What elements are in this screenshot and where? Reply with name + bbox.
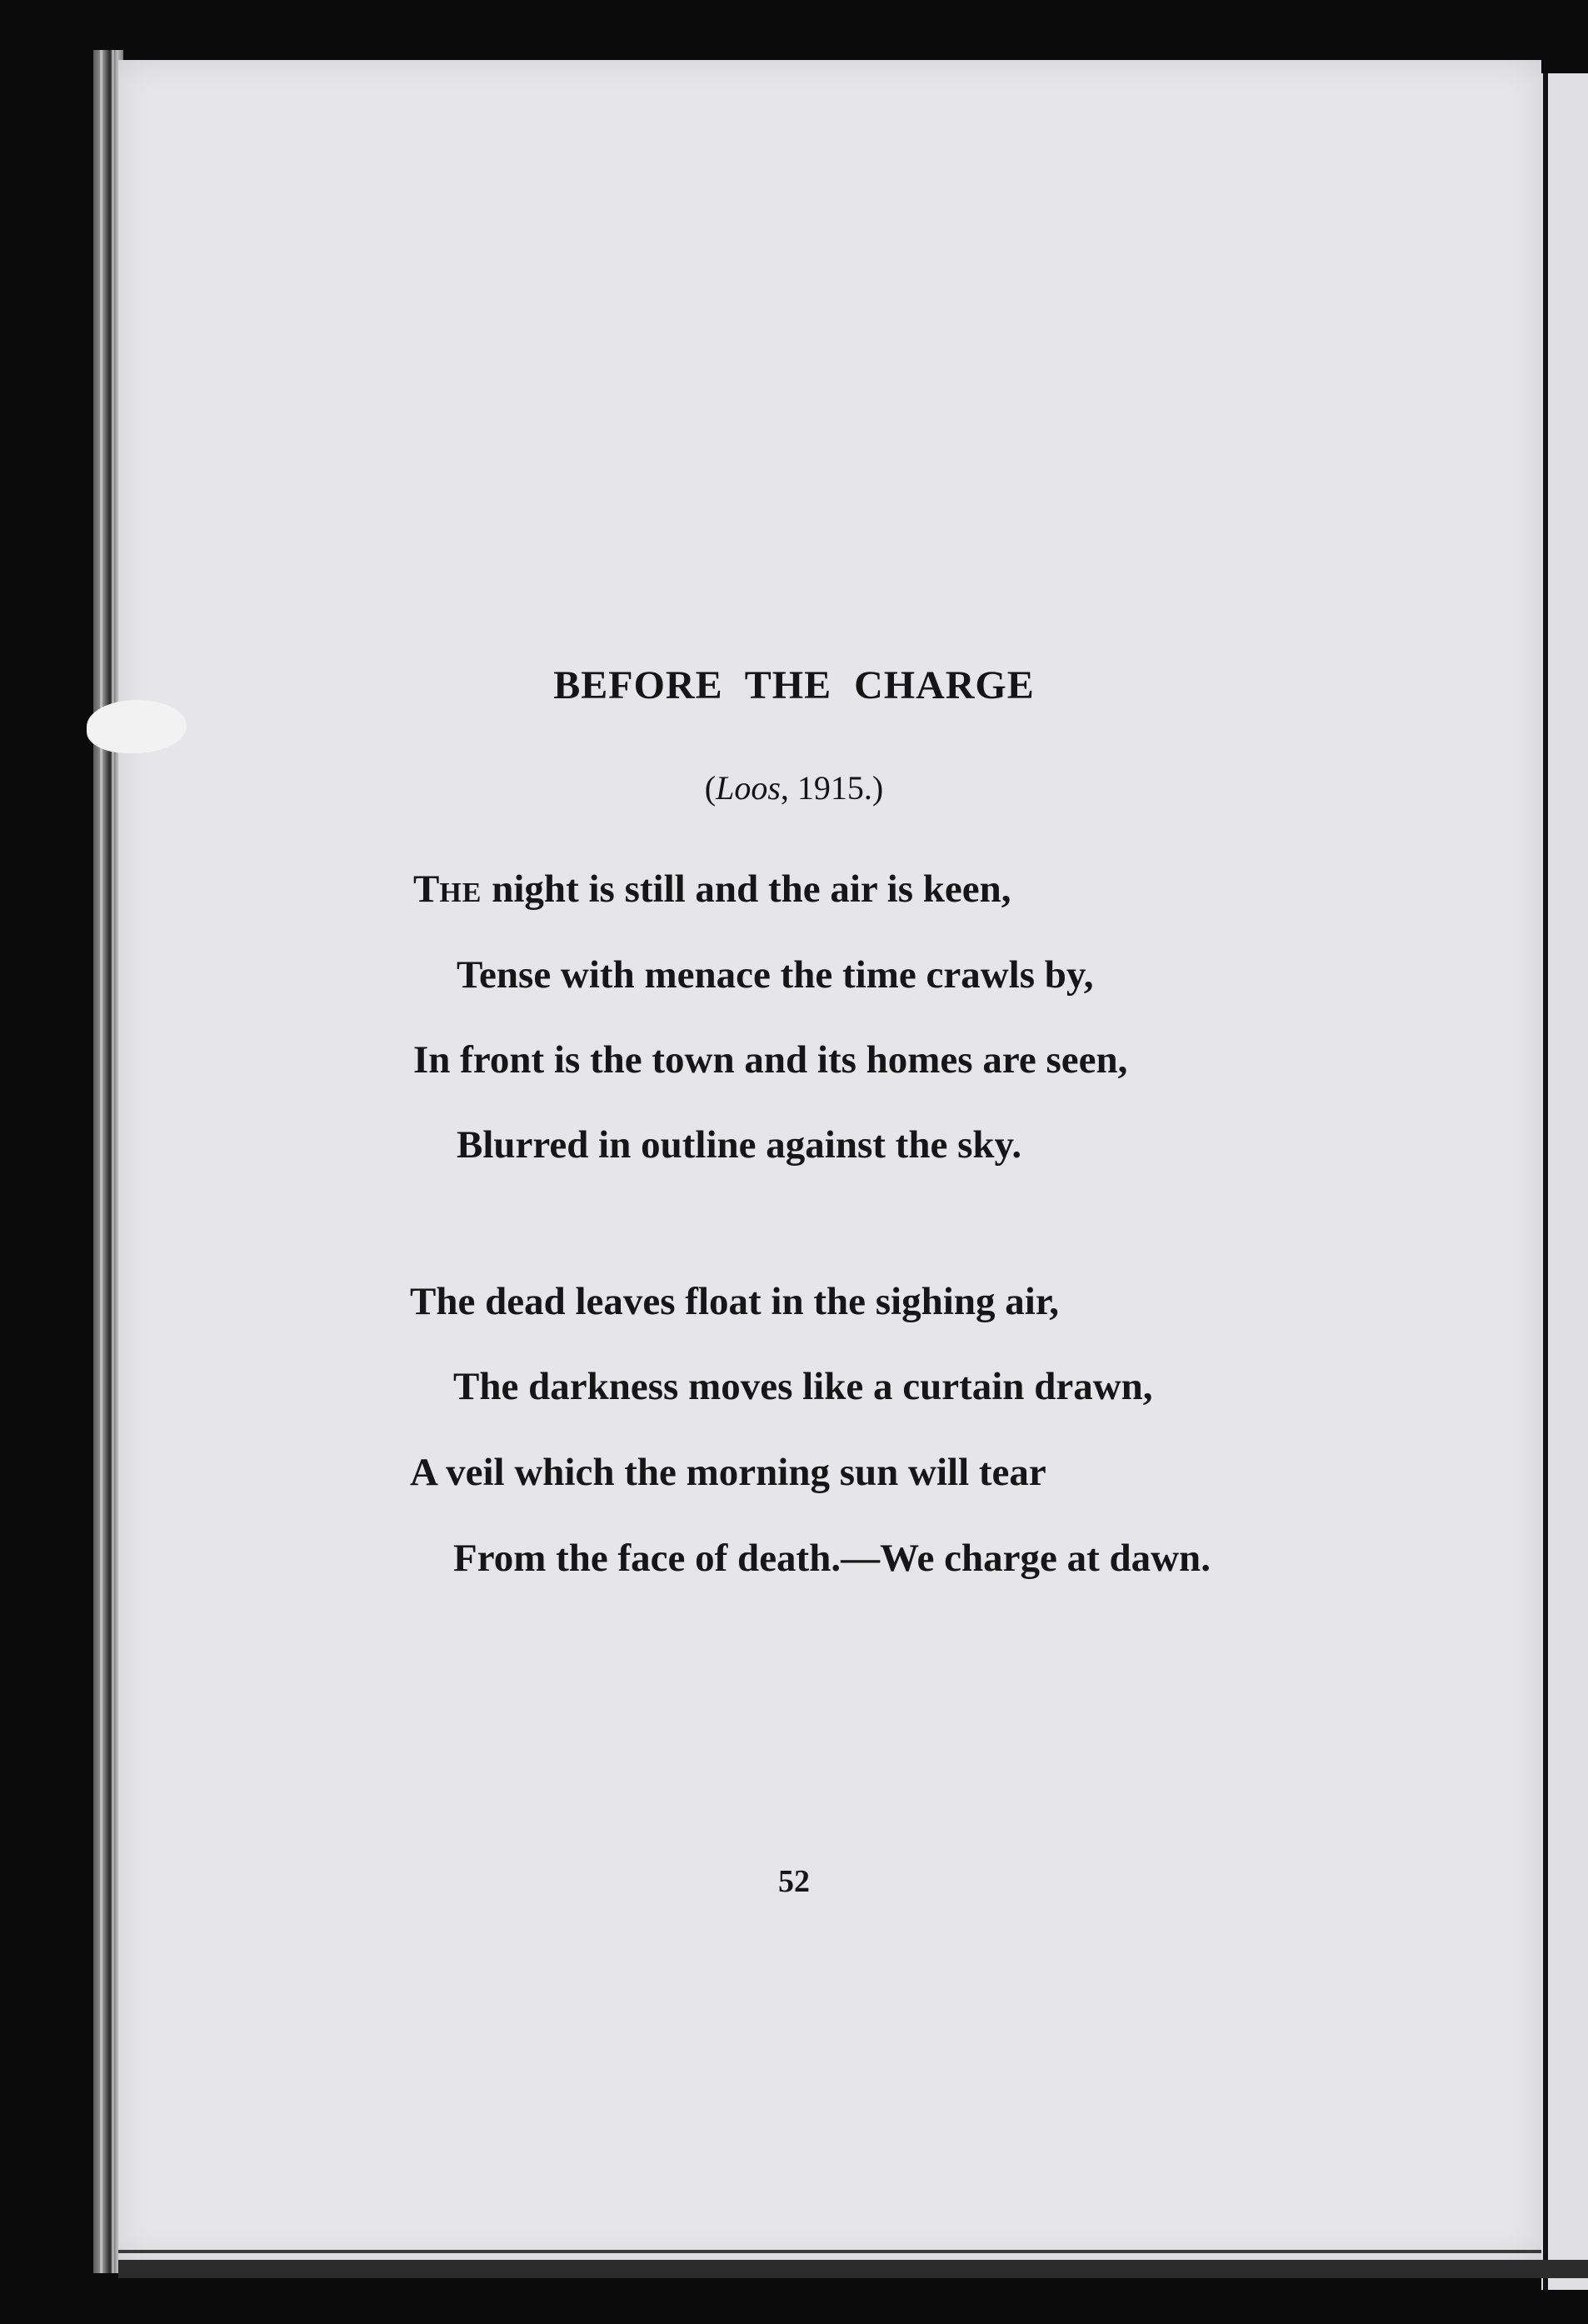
poem-subtitle	[0, 768, 1588, 807]
line-text: night is still and the air is keen,	[482, 867, 1011, 911]
subtitle-open: (	[704, 769, 717, 807]
poem-line-7: A veil which the morning sun will tear	[410, 1451, 1046, 1494]
poem-line-1	[413, 867, 1011, 912]
poem-line-6: The darkness moves like a curtain drawn,	[453, 1365, 1153, 1408]
page-bottom-edge	[118, 2250, 1541, 2253]
poem-line-5: The dead leaves float in the sighing air,	[410, 1280, 1060, 1323]
page-number: 52	[778, 1864, 810, 1899]
page-bottom-band	[118, 2260, 1588, 2278]
binding-line	[112, 50, 114, 2273]
first-word	[413, 867, 482, 911]
binding-line	[100, 50, 102, 2273]
poem-line-3: In front is the town and its homes are seen,	[413, 1038, 1128, 1082]
poem-line-4: Blurred in outline against the sky.	[457, 1123, 1022, 1167]
subtitle-place: Loos	[716, 769, 781, 807]
subtitle-year: , 1915.)	[780, 769, 884, 807]
page-edge-line	[1543, 73, 1548, 2290]
next-page-edge	[1541, 73, 1588, 2290]
poem-line-2: Tense with menace the time crawls by,	[457, 953, 1094, 997]
poem-line-8: From the face of death.—We charge at dawn.	[453, 1537, 1211, 1580]
first-word-capital: T	[413, 867, 440, 911]
first-word-small-caps: HE	[439, 877, 482, 908]
poem-title: BEFORE THE CHARGE	[553, 663, 1035, 707]
